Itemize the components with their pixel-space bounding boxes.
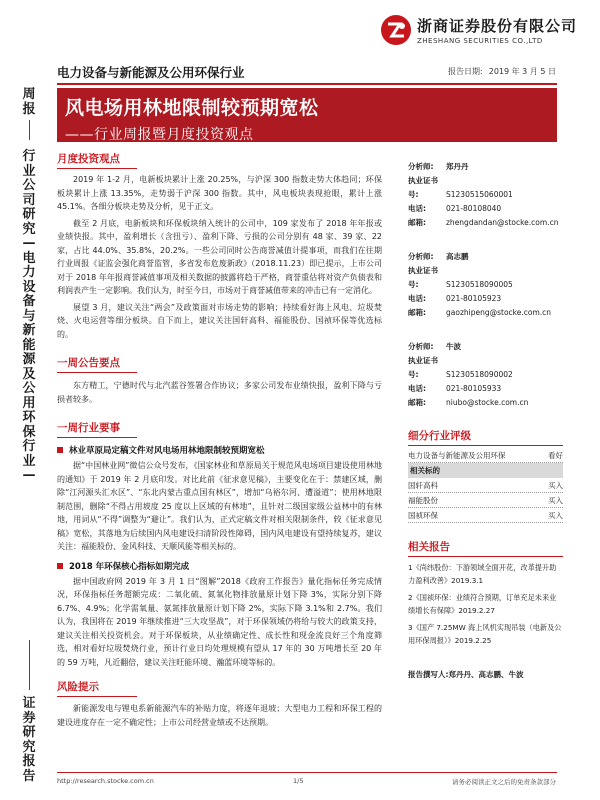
main-column [57, 151, 382, 729]
industry-news-subheading [57, 444, 382, 456]
related-reports-list [408, 561, 563, 647]
analyst-email[interactable]: niubo@stocke.com.cn [446, 398, 529, 407]
section-underline [57, 437, 137, 438]
analyst-phone: 021-80108040 [446, 204, 502, 213]
footer-divider [57, 772, 557, 773]
analyst-name-label: 分析师: [408, 342, 434, 351]
industry-news-paragraph: 据中国政府网 2019 年 3 月 1 日“图解”2018《政府工作报告》量化指标任务完成情况，环保指标任务超额完成：二氧化硫、氮氧化物排放量原计划下降 3%，实际分别下降 6.7%、4.9%；化学需氧量、氨氮排放量原计划下降 2%，实际下降 3.1%和 2.7%。我们认为，我国将在 2019 年继续推进“三大攻坚战”，对于环保领域仍将给与较大的政策支持，建议关注相关投资机会。对于环保板块，从业绩确定性、成长性和现金流良好三个角度筛选，相对看好垃圾焚烧行业，预计行业日均处理规模有望从 17 年的 30 万吨增长至 20 年的 59 万吨，凡近翻倍，建议关注旺能环境、瀚蓝环境等标的。 [57, 576, 382, 667]
analyst-email-label: 邮箱: [408, 398, 426, 407]
writer-label: 报告撰写人: [408, 670, 449, 679]
weekly-news-heading: 一周公告要点 [57, 357, 120, 369]
analyst-name-label: 分析师: [408, 162, 434, 171]
company-name-en: ZHESHANG SECURITIES CO.,LTD [417, 37, 543, 45]
header-divider [57, 83, 557, 85]
analyst-email-label: 邮箱: [408, 218, 426, 227]
analyst-phone-label: 电话: [408, 204, 426, 213]
company-logo [380, 14, 577, 46]
footer-disclaimer: 请务必阅读正文之后的免责条款部分 [452, 778, 556, 786]
report-date-label: 报告日期: [448, 67, 483, 76]
analyst-cert: S1230518090005 [446, 280, 513, 289]
industry-news-heading: 一周行业要事 [57, 422, 120, 434]
rating-name: 国轩高科 [408, 481, 438, 490]
ratings-subheader [408, 463, 563, 478]
ratings-row [408, 478, 563, 493]
weekly-news-paragraph: 东方精工，宁德时代与北汽蓝谷签署合作协议；多家公司发布业绩快报，盈利下降与亏损者较多。 [57, 381, 382, 404]
rating-value: 买入 [548, 511, 563, 520]
monthly-view-paragraph: 2019 年 1-2 月，电新板块累计上涨 20.25%，与沪深 300 指数走势大体趋同；环保板块累计上涨 13.35%，走势弱于沪深 300 指数。其中，风电板块表现抢眼，累计上涨 45.1%。各细分板块走势及分析，见于正文。 [57, 175, 382, 211]
analyst-cert-label: 执业证书号: [408, 266, 438, 289]
related-report-item[interactable]: 3《国产 7.25MW 海上风机实现吊装（电新及公用环保周报）》2019.2.25 [408, 623, 562, 645]
rating-value: 看好 [548, 451, 563, 460]
analyst-name: 郑丹丹 [446, 162, 469, 171]
subheading-text: 林业草原局定稿文件对风电场用林地限制较预期宽松 [69, 446, 265, 456]
monthly-view-paragraph: 截至 2 月底，电新板块和环保板块纳入统计的公司中，109 家发布了 2018 年年报或业绩快报。其中，盈利增长（含扭亏）、盈利下降、亏损的公司分别有 48 家、39 家、22 家，占比 44.0%、35.8%、20.2%。一些公司同时公告商誉减值计提事项，而我们在往期行业周报《证监会强化商誉监管，多省发布危废新政》（2018.11.23）即已提示，上市公司对于 2018 年年报商誉减值事项及相关数据的披露将趋于严格，商誉重估将对资产负债表和利润表产生一定影响。我们认为，时至今日，市场对于商誉减值带来的冲击已有一定消化。 [57, 218, 382, 295]
footer-page: 1/5 [293, 777, 304, 785]
vband-divider-bottom [29, 640, 30, 690]
section-underline [57, 696, 137, 697]
ratings-row [408, 508, 563, 523]
section-underline [57, 168, 137, 169]
analyst-cert: S1230515060001 [446, 190, 513, 199]
ratings-subheader-text: 相关标的 [410, 466, 440, 475]
ratings-heading: 细分行业评级 [408, 430, 471, 442]
analyst-phone: 021-80105933 [446, 384, 502, 393]
rating-name: 福能股份 [408, 496, 438, 505]
company-logo-icon [380, 14, 412, 46]
analyst-email-label: 邮箱: [408, 308, 426, 317]
report-subtitle: ——行业周报暨月度投资观点 [65, 127, 254, 143]
analyst-cert: S1230518090002 [446, 370, 513, 379]
analyst-card [408, 250, 563, 320]
bullet-square-icon [57, 563, 63, 569]
analyst-phone: 021-80105923 [446, 294, 502, 303]
analyst-email[interactable]: zhengdandan@stocke.com.cn [446, 218, 559, 227]
analyst-card [408, 340, 563, 410]
analyst-cert-label: 执业证书号: [408, 356, 438, 379]
side-column [408, 160, 563, 680]
industry-title: 电力设备与新能源及公用环保行业 [57, 65, 245, 80]
vband-type: 周报 [22, 87, 36, 117]
bullet-square-icon [57, 447, 63, 453]
related-reports-heading: 相关报告 [408, 541, 450, 553]
related-underline [408, 556, 563, 557]
ratings-underline [408, 445, 563, 446]
monthly-view-heading: 月度投资观点 [57, 153, 120, 165]
monthly-view-paragraph: 展望 3 月，建议关注“两会”及政策面对市场走势的影响；持续看好海上风电、垃圾焚烧、火电运营等细分板块。自下而上，建议关注国轩高科、福能股份、国祯环保等优选标的。 [57, 302, 382, 339]
report-title-box [57, 88, 557, 142]
industry-news-subheading [57, 560, 382, 572]
vband-divider-top [29, 120, 30, 140]
related-report-item[interactable]: 1《尚纬股份：下游领域全面开花，改革提升助力盈利改善》2019.3.1 [408, 563, 557, 585]
report-date-value: 2019 年 3 月 5 日 [488, 67, 556, 76]
vband-category: 行业公司研究—电力设备与新能源及公用环保行业— [22, 149, 36, 483]
rating-name: 电力设备与新能源及公用环保 [408, 451, 506, 460]
analyst-cert-label: 执业证书号: [408, 176, 438, 199]
risk-heading: 风险提示 [57, 681, 99, 693]
ratings-row [408, 493, 563, 508]
rating-name: 国祯环保 [408, 511, 438, 520]
ratings-table [408, 448, 563, 523]
analyst-name-label: 分析师: [408, 252, 434, 261]
analyst-name: 高志鹏 [446, 252, 469, 261]
writer-names: 郑丹丹、高志鹏、牛波 [448, 670, 524, 679]
analyst-card [408, 160, 563, 230]
vband-footer: 证券研究报告 [22, 696, 36, 784]
analyst-phone-label: 电话: [408, 384, 426, 393]
report-writers [408, 669, 563, 680]
subheading-text: 2018 年环保核心指标如期完成 [69, 561, 190, 572]
ratings-row [408, 448, 563, 463]
company-name-cn: 浙商证券股份有限公司 [417, 17, 578, 35]
rating-value: 买入 [548, 496, 563, 505]
industry-news-paragraph: 据“中国林业网”微信公众号发布，《国家林业和草原局关于规范风电场项目建设使用林地的通知》于 2019 年 2 月底印发。对比此前《征求意见稿》，主要变化在于：禁建区域，删除“江河源头汇水区”、“东北内蒙古重点国有林区”，增加“乌裕尔河、遭溢道”；使用林地限制范围，删除“不得占用坡度 25 度以上区域的有林地”，且针对二级国家级公益林中的有林地，用词从“不得”调整为“避让”。我们认为，正式定稿文件对相关限制条件，较《征求意见稿》宽松，其落地为后续国内风电建设扫清阶段性障碍，国内风电建设有望持续复苏，建议关注：福能股份、金风科技、天顺风能等相关标的。 [57, 461, 382, 551]
risk-paragraph: 新能源发电与锂电系新能源汽车的补贴力度，将逐年退坡；大型电力工程和环保工程的建设进度存在一定不确定性；上市公司经营业绩或不达预期。 [57, 704, 382, 727]
analyst-phone-label: 电话: [408, 294, 426, 303]
rating-value: 买入 [548, 481, 563, 490]
related-report-item[interactable]: 2《国祯环保：业绩符合预期，订单充足未来业绩增长有保障》2019.2.27 [408, 593, 557, 615]
footer-url[interactable]: http://research.stocke.com.cn [57, 777, 154, 785]
analyst-email[interactable]: gaozhipeng@stocke.com.cn [446, 308, 552, 317]
section-underline [57, 372, 137, 373]
report-title: 风电场用林地限制较预期宽松 [65, 97, 319, 119]
analyst-name: 牛波 [446, 342, 461, 351]
report-date [442, 66, 556, 77]
